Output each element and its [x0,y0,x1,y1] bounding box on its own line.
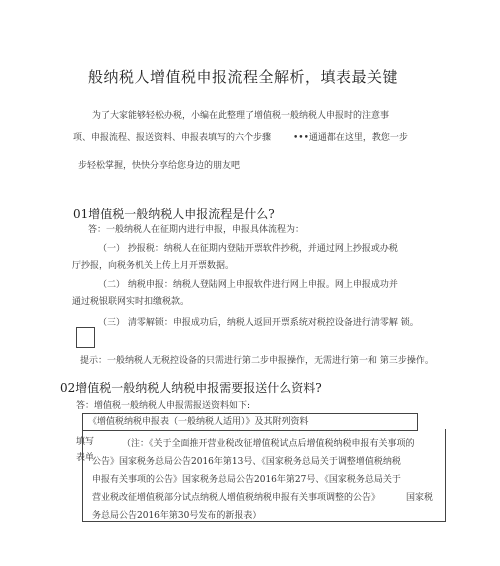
section-1-answer: 答：一般纳税人在征期内进行申报，申报具体流程为： [88,225,305,235]
checkbox-shape [76,327,95,348]
intro-line-2b: •••通通都在这里，教您一步 [293,133,408,143]
label-fill: 填写 [76,437,95,447]
note-line-4b: 国家税 [406,493,434,503]
section-2-heading: 02增值税一般纳税人纳税申报需要报送什么资料? [60,381,322,395]
intro-line-2: 项、申报流程、报送资料、申报表填写的六个步骤 [73,133,272,143]
note-line-4: 营业税改征增值税部分试点纳税人增值税纳税申报有关事项调整的公告》 [92,493,381,503]
note-line-1: （注：《关于全面推开营业税改征增值税试点后增值税纳税申报有关事项的 [122,439,415,449]
note-line-3: 申报有关事项的公告》国家税务总局公告2016年第27号、《国家税务总局关于 [92,475,401,485]
intro-line-3: 步轻松掌握，快快分享给您身边的朋友吧 [78,161,241,171]
step-1-line-2: 厅抄报，向税务机关上传上月开票数据。 [72,261,235,271]
step-3-line-1: （三） 清零解锁：申报成功后，纳税人返回开票系统对税控设备进行清零解 锁。 [98,318,419,328]
form-item-1: 《增值税纳税申报表（一般纳税人适用）》及其附列资料 [88,417,309,427]
label-form: 表单 [76,453,95,463]
section-2-answer: 答：增值税一般纳税人申报需报送资料如下: [76,401,251,411]
note-line-2: 公告》国家税务总局公告2016年第13号、《国家税务总局关于调整增值税纳税 [92,457,401,467]
section-1-heading: 01增值税一般纳税人申报流程是什么? [73,207,275,221]
note-line-5: 务总局公告2016年第30号发布的新报表） [92,511,262,521]
intro-line-1: 为了大家能够轻松办税，小编在此整理了增值税一般纳税人申报时的注意事 [92,111,390,121]
step-2-line-2: 通过税银联网实时扣缴税款。 [72,297,190,307]
document-title: 般纳税人增值税申报流程全解析，填表最关键 [88,68,399,86]
step-1-line-1: （一） 抄报税：纳税人在征期内登陆开票软件抄税，并通过网上抄报或办税 [98,244,398,254]
step-2-line-1: （二） 纳税申报：纳税人登陆网上申报软件进行网上申报。网上申报成功并 [98,280,398,290]
tip-text: 提示：一般纳税人无税控设备的只需进行第二步申报操作，无需进行第一和 第三步操作。 [80,356,434,366]
